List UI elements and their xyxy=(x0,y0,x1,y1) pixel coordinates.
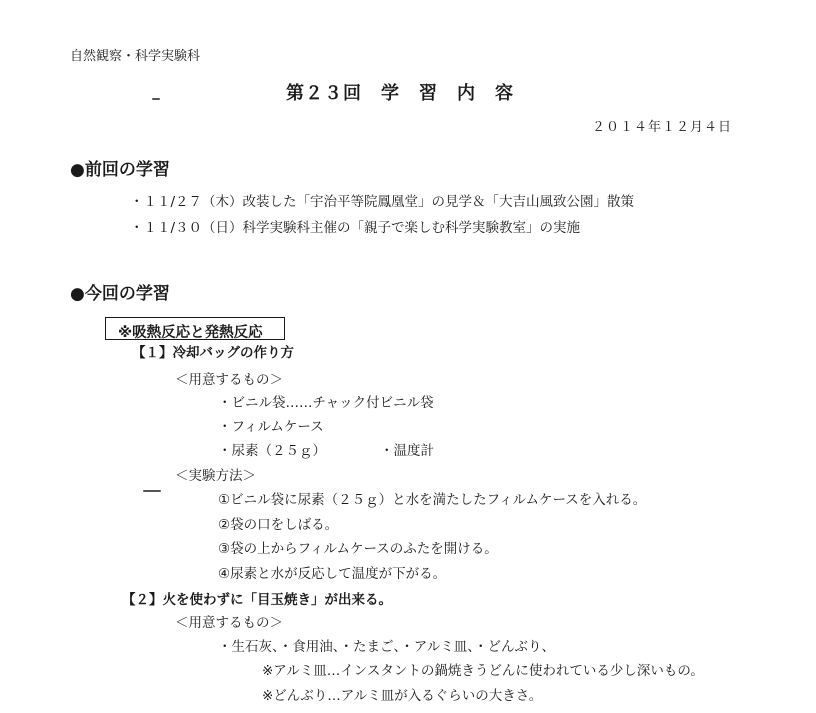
method-step: ①ビニル袋に尿素（２５ｇ）と水を満たしたフィルムケースを入れる。 xyxy=(218,492,647,508)
section2-note: ※アルミ皿…インスタントの鍋焼きうどんに使われている少し深いもの。 xyxy=(262,663,704,679)
previous-item: ・１１/３０（日）科学実験科主催の「親子で楽しむ科学実験教室」の実施 xyxy=(130,220,581,236)
section1-materials-label: ＜用意するもの＞ xyxy=(175,372,283,388)
current-heading: ●今回の学習 xyxy=(70,284,170,304)
section2-materials-line: ・生石灰、・食用油、・たまご、・アルミ皿、・どんぶり、 xyxy=(218,639,555,655)
previous-item: ・１１/２７（木）改装した「宇治平等院鳳凰堂」の見学＆「大吉山風致公園」散策 xyxy=(130,194,635,210)
section2-title: 【２】火を使わずに「目玉焼き」が出来る。 xyxy=(122,592,392,608)
material-item: ・フィルムケース xyxy=(218,419,324,435)
boxed-title-text: ※吸熱反応と発熱反応 xyxy=(118,325,263,341)
material-item: ・尿素（２５ｇ） xyxy=(218,443,326,459)
section1-method-label: ＜実験方法＞ xyxy=(175,468,256,484)
scan-speck xyxy=(152,98,160,100)
method-step: ②袋の口をしばる。 xyxy=(218,517,339,533)
previous-heading: ●前回の学習 xyxy=(70,160,170,180)
department-label: 自然観察・科学実験科 xyxy=(70,49,201,64)
method-step: ③袋の上からフィルムケースのふたを開ける。 xyxy=(218,541,498,557)
method-step: ④尿素と水が反応して温度が下がる。 xyxy=(218,566,447,582)
section1-title: 【１】冷却バッグの作り方 xyxy=(132,345,294,361)
date-label: ２０１４年１２月４日 xyxy=(592,120,733,135)
page-title: 第２３回 学 習 内 容 xyxy=(286,83,514,104)
boxed-title xyxy=(105,317,285,340)
material-item: ・温度計 xyxy=(380,443,434,459)
scan-speck xyxy=(143,490,161,492)
section2-note: ※どんぶり…アルミ皿が入るぐらいの大きさ。 xyxy=(262,688,543,704)
material-item: ・ビニル袋……チャック付ビニル袋 xyxy=(218,395,434,411)
section2-materials-label: ＜用意するもの＞ xyxy=(175,615,283,631)
